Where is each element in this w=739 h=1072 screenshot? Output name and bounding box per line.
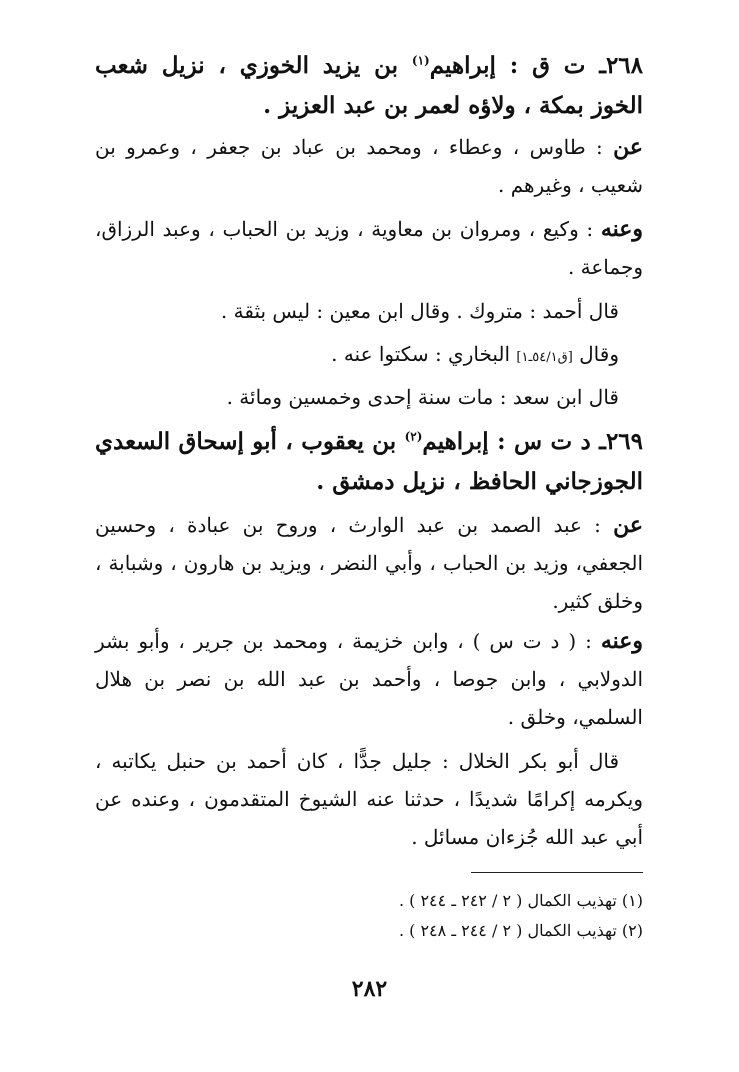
- manuscript-ref: [ق٥٤/١ـ١]: [516, 350, 573, 365]
- bukhari-text: البخاري : سكتوا عنه .: [331, 342, 517, 366]
- entry-268-heading: [95, 46, 643, 126]
- an-label: عن: [613, 134, 643, 160]
- wanhu-text: : وكيع ، ومروان بن معاوية ، وزيد بن الحباب ، وعبد الرزاق، وجماعة .: [95, 217, 643, 279]
- entry-269-teachers: [95, 506, 643, 620]
- entry-268-teachers: [95, 128, 643, 204]
- entry-268-ahmad-quote: قال أحمد : متروك . وقال ابن معين : ليس بثقة .: [220, 299, 619, 323]
- wanhu-label: وعنه: [600, 628, 643, 654]
- footnote-separator: [471, 872, 643, 873]
- page-number: ٢٨٢: [351, 976, 388, 1002]
- entry-268-ibn-saad-quote: قال ابن سعد : مات سنة إحدى وخمسين ومائة .: [226, 385, 619, 409]
- an-text: : طاوس ، وعطاء ، ومحمد بن عباد بن جعفر ، وعمرو بن شعيب ، وغيرهم .: [95, 135, 643, 197]
- entry-269-name: إبراهيم: [422, 428, 489, 455]
- entry-268-name: إبراهيم: [429, 52, 496, 79]
- footnote-1: (١) تهذيب الكمال ( ٢ / ٢٤٢ ـ ٢٤٤ ) .: [398, 891, 643, 910]
- entry-269-heading: [95, 422, 643, 502]
- entry-268-rest: بن يزيد الخوزي ، نزيل شعب الخوز بمكة ، ولاؤه لعمر بن عبد العزيز .: [95, 52, 643, 119]
- wanhu-text: : ( د ت س ) ، وابن خزيمة ، ومحمد بن جرير ، وأبو بشر الدولابي ، وابن جوصا ، وأحمد بن عبد الله بن نصر بن هلال السلمي، وخلق .: [95, 629, 643, 729]
- footnote-ref-1: (١): [411, 53, 430, 68]
- entry-269-number: ٢٦٩ـ د ت س :: [488, 428, 643, 455]
- footnote-ref-2: (٢): [404, 429, 423, 444]
- an-label: عن: [613, 512, 643, 538]
- entry-268-number: ٢٦٨ـ ت ق :: [495, 52, 643, 79]
- entry-269-rest: بن يعقوب ، أبو إسحاق السعدي الجوزجاني الحافظ ، نزيل دمشق .: [95, 428, 643, 495]
- bukhari-prefix: وقال: [572, 342, 619, 366]
- entry-268-bukhari-quote: [71, 335, 619, 377]
- entry-268-students: [95, 210, 643, 286]
- entry-269-khallal-quote: قال أبو بكر الخلال : جليل جدًّا ، كان أحمد بن حنبل يكاتبه ، ويكرمه إكرامًا شديدًا ، حدثنا عنه الشيوخ المتقدمون ، وعنده عن أبي عبد الله جُزءان مسائل .: [95, 749, 643, 849]
- entry-269-students: [95, 622, 643, 736]
- footnote-2: (٢) تهذيب الكمال ( ٢ / ٢٤٤ ـ ٢٤٨ ) .: [398, 921, 643, 940]
- an-text: : عبد الصمد بن عبد الوارث ، وروح بن عبادة ، وحسين الجعفي، وزيد بن الحباب ، وأبي النضر ، ويزيد بن هارون ، وشبابة ، وخلق كثير.: [95, 513, 643, 613]
- wanhu-label: وعنه: [600, 216, 643, 242]
